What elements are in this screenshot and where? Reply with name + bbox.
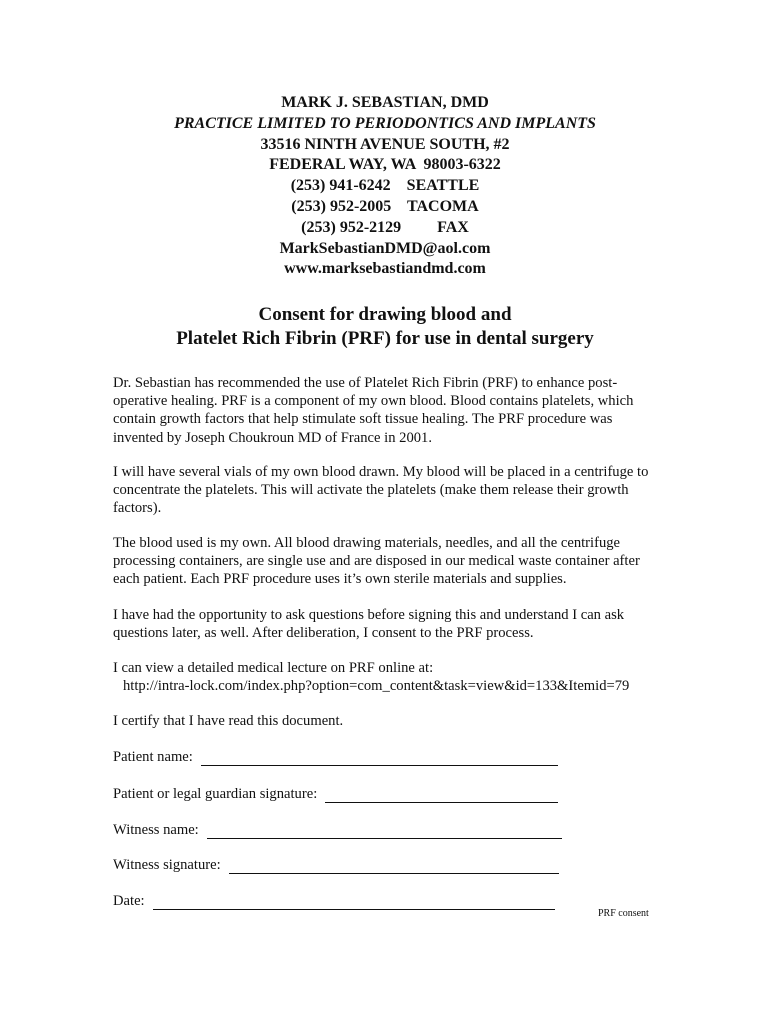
- lecture-url[interactable]: http://intra-lock.com/index.php?option=com_content&task=view&id=133&Itemid=79: [123, 678, 630, 695]
- paragraph-blood-draw: [113, 463, 658, 518]
- paragraph-6: I certify that I have read this document.: [113, 713, 344, 729]
- lecture-intro: I can view a detailed medical lecture on PRF online at:: [113, 660, 434, 676]
- title-line-2: Platelet Rich Fibrin (PRF) for use in dental surgery: [176, 328, 594, 349]
- signature-line[interactable]: [325, 787, 558, 803]
- paragraph-consent: [113, 606, 658, 642]
- phone-seattle: (253) 941-6242 SEATTLE: [290, 177, 480, 195]
- website-address: www.marksebastiandmd.com: [284, 260, 486, 278]
- paragraph-3: The blood used is my own. All blood drawing materials, needles, and all the centrifuge processing containers, are single use and are disposed in our medical waste container after each patient. Each PRF procedure uses it’s own sterile materials and supplies.: [113, 535, 640, 588]
- date-field: [113, 892, 555, 910]
- witness-name-field: [113, 821, 562, 839]
- paragraph-1: Dr. Sebastian has recommended the use of Platelet Rich Fibrin (PRF) to enhance post-operative healing. PRF is a component of my own blood. Blood contains platelets, which contain growth factors that help stimulate soft tissue healing. The PRF procedure was invented by Joseph Choukroun MD of France in 2001.: [113, 375, 634, 446]
- signature-field: [113, 785, 558, 803]
- patient-name-field: [113, 748, 558, 766]
- email-address: MarkSebastianDMD@aol.com: [279, 239, 491, 257]
- paragraph-prf-recommendation: [113, 374, 658, 447]
- title-line-1: Consent for drawing blood and: [258, 304, 512, 325]
- patient-name-line[interactable]: [201, 750, 558, 766]
- paragraph-certify: [113, 712, 658, 730]
- address-line-1: 33516 NINTH AVENUE SOUTH, #2: [260, 135, 510, 153]
- witness-signature-line[interactable]: [229, 858, 559, 874]
- date-label: Date:: [113, 893, 145, 909]
- form-identifier: PRF consent: [598, 908, 649, 919]
- address-line-2: FEDERAL WAY, WA 98003-6322: [269, 156, 501, 174]
- letterhead: [0, 93, 770, 280]
- document-title: [0, 303, 770, 351]
- witness-signature-label: Witness signature:: [113, 857, 221, 873]
- patient-name-label: Patient name:: [113, 749, 193, 765]
- paragraph-lecture: [113, 659, 658, 695]
- witness-signature-field: [113, 856, 559, 874]
- witness-name-line[interactable]: [207, 823, 562, 839]
- witness-name-label: Witness name:: [113, 822, 199, 838]
- paragraph-materials: [113, 534, 658, 589]
- doctor-name: MARK J. SEBASTIAN, DMD: [281, 94, 489, 111]
- phone-fax: (253) 952-2129 FAX: [301, 218, 469, 236]
- paragraph-4: I have had the opportunity to ask questions before signing this and understand I can ask questions later, as well. After deliberation, I consent to the PRF process.: [113, 607, 625, 642]
- paragraph-2: I will have several vials of my own blood drawn. My blood will be placed in a centrifuge to concentrate the platelets. This will activate the platelets (make them release their growth factors).: [113, 464, 649, 517]
- signature-label: Patient or legal guardian signature:: [113, 786, 318, 802]
- phone-tacoma: (253) 952-2005 TACOMA: [291, 197, 479, 215]
- date-line[interactable]: [153, 894, 555, 910]
- practice-specialty: PRACTICE LIMITED TO PERIODONTICS AND IMPLANTS: [174, 114, 596, 132]
